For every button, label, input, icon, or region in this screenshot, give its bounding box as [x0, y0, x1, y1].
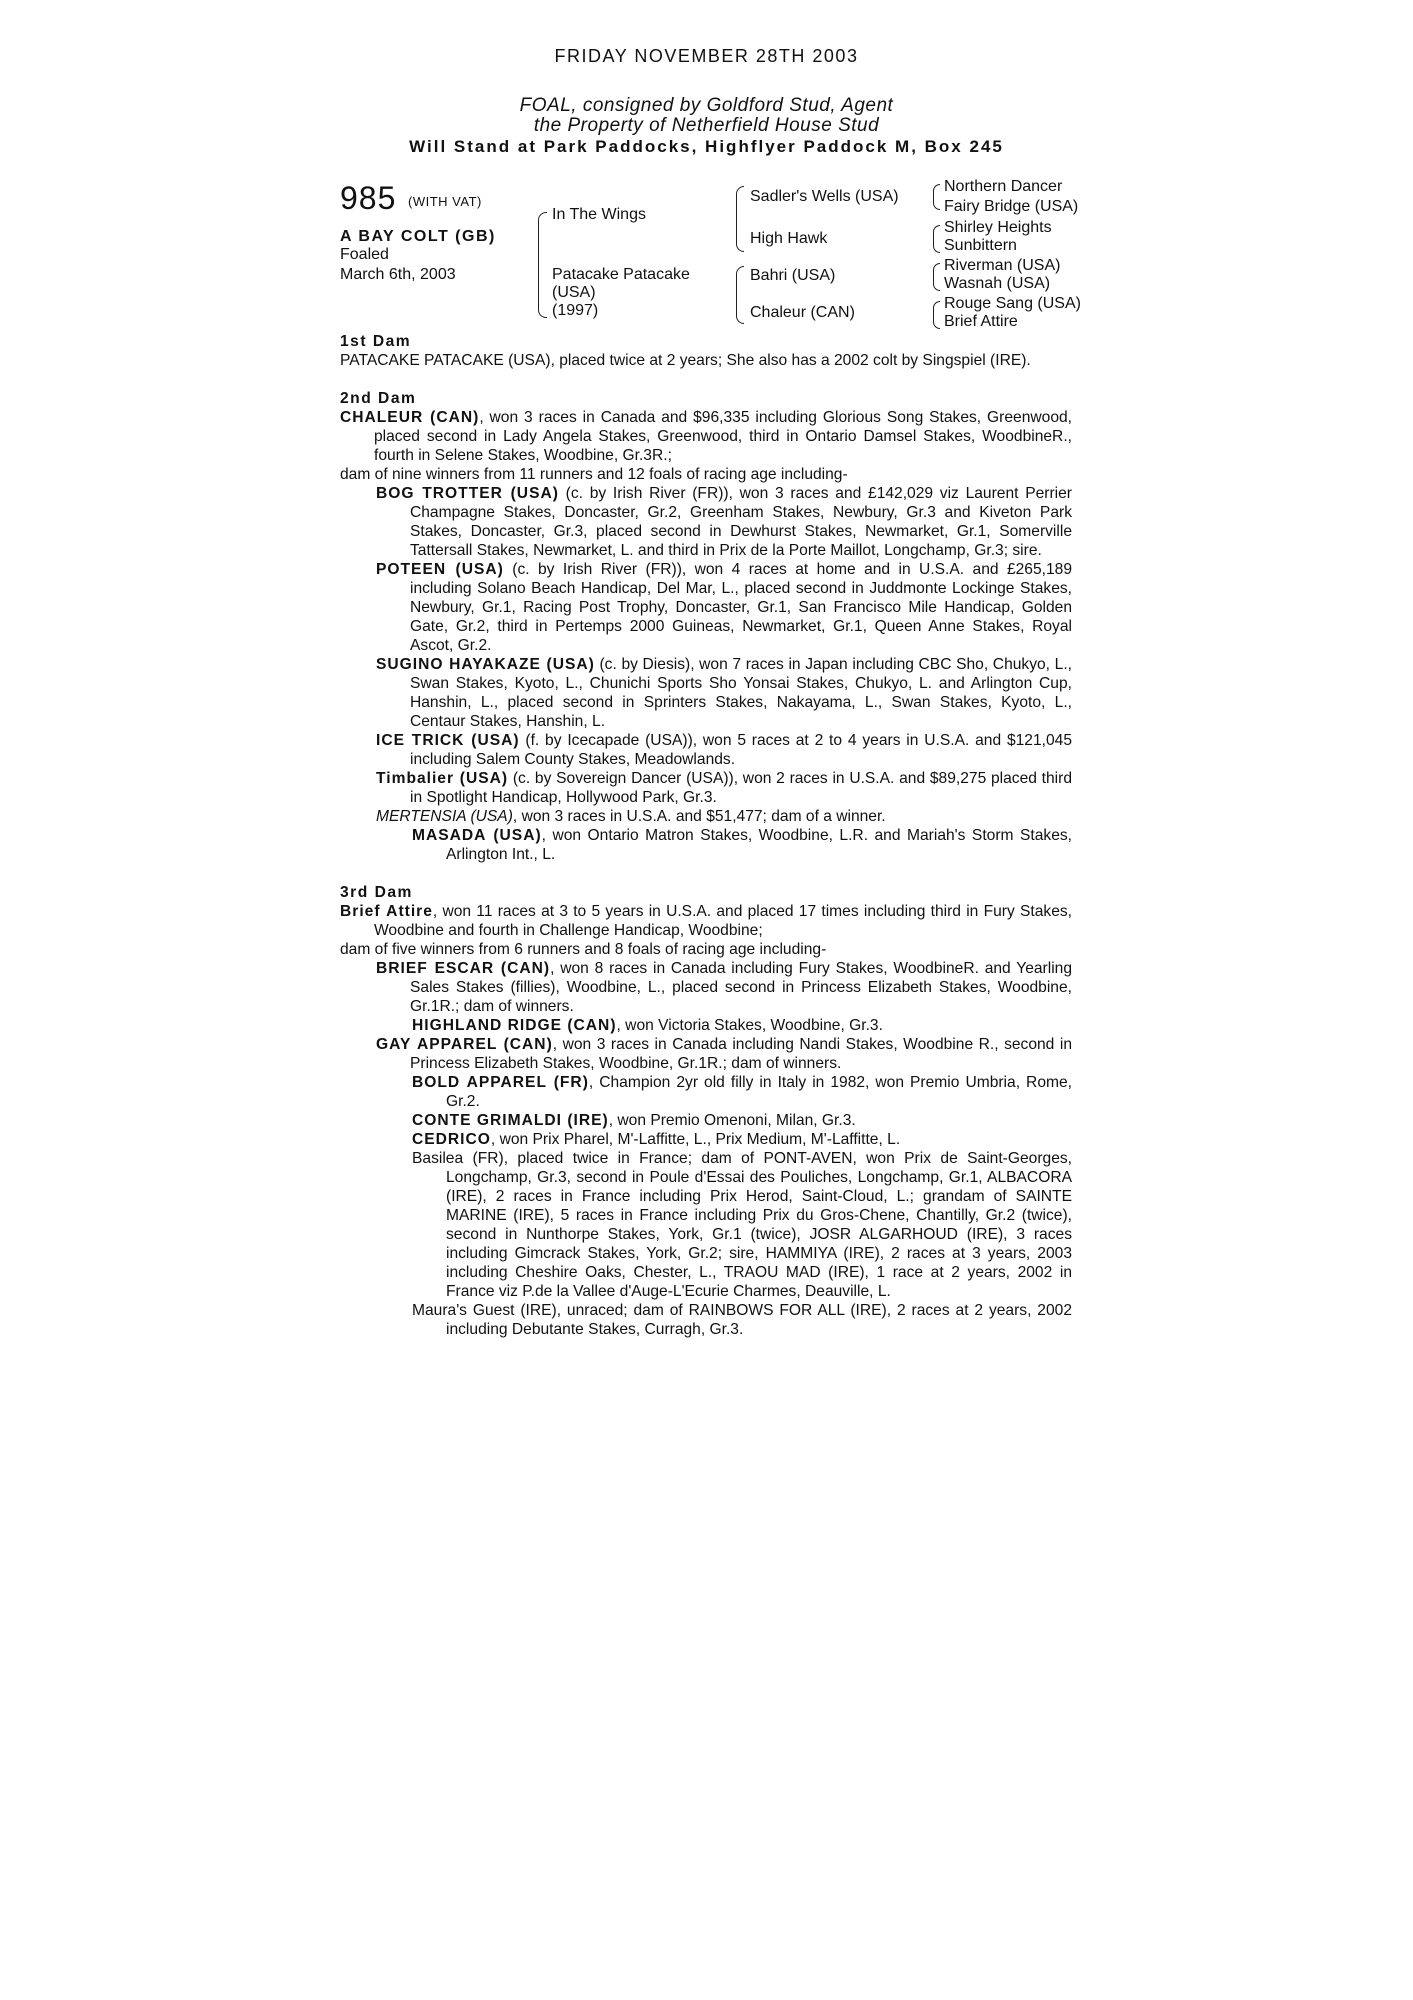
consignor-line: FOAL, consigned by Goldford Stud, Agent	[519, 95, 894, 116]
produce-entry: ICE TRICK (USA) (f. by Icecapade (USA)), won 5 races at 2 to 4 years in U.S.A. and $121,045 including Salem County Stakes, Meadowlands.	[376, 732, 1072, 768]
pedigree-brace	[736, 186, 744, 252]
pedigree-dam-country: (USA)	[552, 284, 596, 301]
pedigree-dam: Patacake Patacake	[552, 266, 690, 283]
pedigree-g4: Sunbittern	[944, 237, 1017, 254]
foaled-date: March 6th, 2003	[340, 266, 456, 283]
produce-name: BOLD APPAREL (FR)	[412, 1074, 589, 1091]
lot-description: A BAY COLT (GB)	[340, 228, 496, 245]
produce-entry: GAY APPAREL (CAN), won 3 races in Canada including Nandi Stakes, Woodbine R., second in Princess Elizabeth Stakes, Woodbine, Gr.1R.; dam of winners.	[376, 1036, 1072, 1072]
grand-produce-entry: MASADA (USA), won Ontario Matron Stakes, Woodbine, L.R. and Mariah's Storm Stakes, Arlington Int., L.	[412, 827, 1073, 863]
pedigree-details	[340, 332, 1072, 1339]
grand-produce-entry: Basilea (FR), placed twice in France; dam of PONT-AVEN, won Prix de Saint-Georges, Longchamp, Gr.3, second in Poule d'Essai des Pouliches, Longchamp, Gr.1, ALBACORA (IRE), 2 races in France including Prix Herod, Saint-Cloud, L.; grandam of SAINTE MARINE (IRE), 5 races in France including Prix du Gros-Chene, Chantilly, Gr.2 (twice), second in Nunthorpe Stakes, York, Gr.1 (twice), JOSR ALGARHOUD (IRE), 3 races including Gimcrack Stakes, York, Gr.2; sire, HAMMIYA (IRE), 2 races at 3 years, 2003 including Cheshire Oaks, Chester, L., TRAOU MAD (IRE), 1 race at 2 years, 2002 in France viz P.de la Vallee d'Auge-L'Ecurie Charmes, Deauville, L.	[412, 1150, 1072, 1300]
produce-name: Timbalier (USA)	[376, 770, 509, 787]
lot-number: 985	[340, 180, 397, 216]
vat-note: (WITH VAT)	[408, 194, 482, 209]
produce-entry: Timbalier (USA) (c. by Sovereign Dancer (USA)), won 2 races in U.S.A. and $89,275 placed third in Spotlight Handicap, Hollywood Park, Gr.3.	[376, 770, 1073, 806]
second-dam-produce-summary: dam of nine winners from 11 runners and 12 foals of racing age including-	[340, 466, 848, 483]
produce-name: POTEEN (USA)	[376, 561, 504, 578]
produce-name: SUGINO HAYAKAZE (USA)	[376, 656, 595, 673]
produce-name: ICE TRICK (USA)	[376, 732, 520, 749]
foaled-label: Foaled	[340, 246, 389, 263]
pedigree-g2: Fairy Bridge (USA)	[944, 198, 1079, 215]
grand-produce-entry: BOLD APPAREL (FR), Champion 2yr old filly in Italy in 1982, won Premio Umbria, Rome, Gr.2.	[412, 1074, 1072, 1110]
pedigree-brace	[933, 263, 940, 291]
pedigree-sire-sire: Sadler's Wells (USA)	[750, 188, 899, 205]
pedigree-g6: Wasnah (USA)	[944, 275, 1051, 292]
second-dam-name: CHALEUR (CAN)	[340, 409, 480, 426]
produce-name: MASADA (USA)	[412, 827, 542, 844]
grand-produce-entry: CONTE GRIMALDI (IRE), won Premio Omenoni, Milan, Gr.3.	[412, 1112, 856, 1129]
property-line: the Property of Netherfield House Stud	[533, 115, 880, 136]
pedigree-g7: Rouge Sang (USA)	[944, 295, 1081, 312]
pedigree-brace	[933, 184, 940, 210]
produce-entry: SUGINO HAYAKAZE (USA) (c. by Diesis), won 7 races in Japan including CBC Sho, Chukyo, L., Swan Stakes, Kyoto, L., Chunichi Sports Sho Yonsai Stakes, Chukyo, L. and Arlington Cup, Hanshin, L., placed second in Sprinters Stakes, Nakayama, L., Swan Stakes, Kyoto, L., Centaur Stakes, Hanshin, L.	[376, 656, 1072, 730]
grand-produce-entry: HIGHLAND RIDGE (CAN), won Victoria Stakes, Woodbine, Gr.3.	[412, 1017, 883, 1034]
produce-name: HIGHLAND RIDGE (CAN)	[412, 1017, 617, 1034]
pedigree-dam-year: (1997)	[552, 302, 599, 319]
pedigree-sire: In The Wings	[552, 206, 646, 223]
produce-entry: BRIEF ESCAR (CAN), won 8 races in Canada including Fury Stakes, WoodbineR. and Yearling Sales Stakes (fillies), Woodbine, L., placed second in Princess Elizabeth Stakes, Woodbine, Gr.1R.; dam of winners.	[376, 960, 1073, 1015]
third-dam-name: Brief Attire	[340, 903, 433, 920]
produce-name: BOG TROTTER (USA)	[376, 485, 559, 502]
second-dam-entry: CHALEUR (CAN), won 3 races in Canada and $96,335 including Glorious Song Stakes, Greenwood, placed second in Lady Angela Stakes, Greenwood, third in Ontario Damsel Stakes, WoodbineR., fourth in Selene Stakes, Woodbine, Gr.3R.;	[340, 409, 1072, 464]
third-dam-entry: Brief Attire, won 11 races at 3 to 5 years in U.S.A. and placed 17 times including third in Fury Stakes, Woodbine and fourth in Challenge Handicap, Woodbine;	[340, 903, 1072, 939]
produce-name: GAY APPAREL (CAN)	[376, 1036, 553, 1053]
first-dam-entry: PATACAKE PATACAKE (USA), placed twice at 2 years; She also has a 2002 colt by Singspiel (IRE).	[340, 352, 1031, 369]
produce-name: MERTENSIA (USA)	[376, 808, 513, 825]
produce-entry: BOG TROTTER (USA) (c. by Irish River (FR)), won 3 races and £142,029 viz Laurent Perrier Champagne Stakes, Doncaster, Gr.2, Greenham Stakes, Newbury, Gr.3 and Kiveton Park Stakes, Doncaster, Gr.3, placed second in Dewhurst Stakes, Newmarket, Gr.1, Somerville Tattersall Stakes, Newmarket, L. and third in Prix de la Porte Maillot, Longchamp, Gr.3; sire.	[376, 485, 1072, 559]
pedigree-g1: Northern Dancer	[944, 178, 1063, 195]
produce-entry: MERTENSIA (USA), won 3 races in U.S.A. and $51,477; dam of a winner.	[376, 808, 886, 825]
pedigree-brace	[933, 301, 940, 329]
pedigree-sire-dam: High Hawk	[750, 230, 828, 247]
pedigree-g5: Riverman (USA)	[944, 257, 1061, 274]
pedigree-brace	[933, 225, 940, 253]
sale-date: FRIDAY NOVEMBER 28TH 2003	[554, 46, 859, 66]
third-dam-produce-summary: dam of five winners from 6 runners and 8 foals of racing age including-	[340, 941, 827, 958]
pedigree-g3: Shirley Heights	[944, 219, 1052, 236]
pedigree-dam-dam: Chaleur (CAN)	[750, 304, 855, 321]
produce-name: BRIEF ESCAR (CAN)	[376, 960, 551, 977]
grand-produce-entry: Maura's Guest (IRE), unraced; dam of RAINBOWS FOR ALL (IRE), 2 races at 2 years, 2002 including Debutante Stakes, Curragh, Gr.3.	[412, 1302, 1072, 1338]
produce-name: CONTE GRIMALDI (IRE)	[412, 1112, 609, 1129]
stand-location: Will Stand at Park Paddocks, Highflyer Paddock M, Box 245	[409, 137, 1004, 156]
third-dam-heading: 3rd Dam	[340, 884, 413, 901]
first-dam-heading: 1st Dam	[340, 333, 412, 350]
produce-name: CEDRICO	[412, 1131, 491, 1148]
first-dam-name: PATACAKE PATACAKE (USA)	[340, 352, 551, 369]
pedigree-brace	[538, 212, 547, 318]
produce-entry: POTEEN (USA) (c. by Irish River (FR)), won 4 races at home and in U.S.A. and £265,189 including Solano Beach Handicap, Del Mar, L., placed second in Juddmonte Lockinge Stakes, Newbury, Gr.1, Racing Post Trophy, Doncaster, Gr.1, San Francisco Mile Handicap, Golden Gate, Gr.2, third in Pertemps 2000 Guineas, Newmarket, Gr.1, Queen Anne Stakes, Royal Ascot, Gr.2.	[376, 561, 1072, 654]
second-dam-heading: 2nd Dam	[340, 390, 417, 407]
grand-produce-entry: CEDRICO, won Prix Pharel, M'-Laffitte, L., Prix Medium, M'-Laffitte, L.	[412, 1131, 901, 1148]
pedigree-brace	[736, 266, 744, 324]
pedigree-g8: Brief Attire	[944, 313, 1018, 330]
pedigree-dam-sire: Bahri (USA)	[750, 267, 836, 284]
